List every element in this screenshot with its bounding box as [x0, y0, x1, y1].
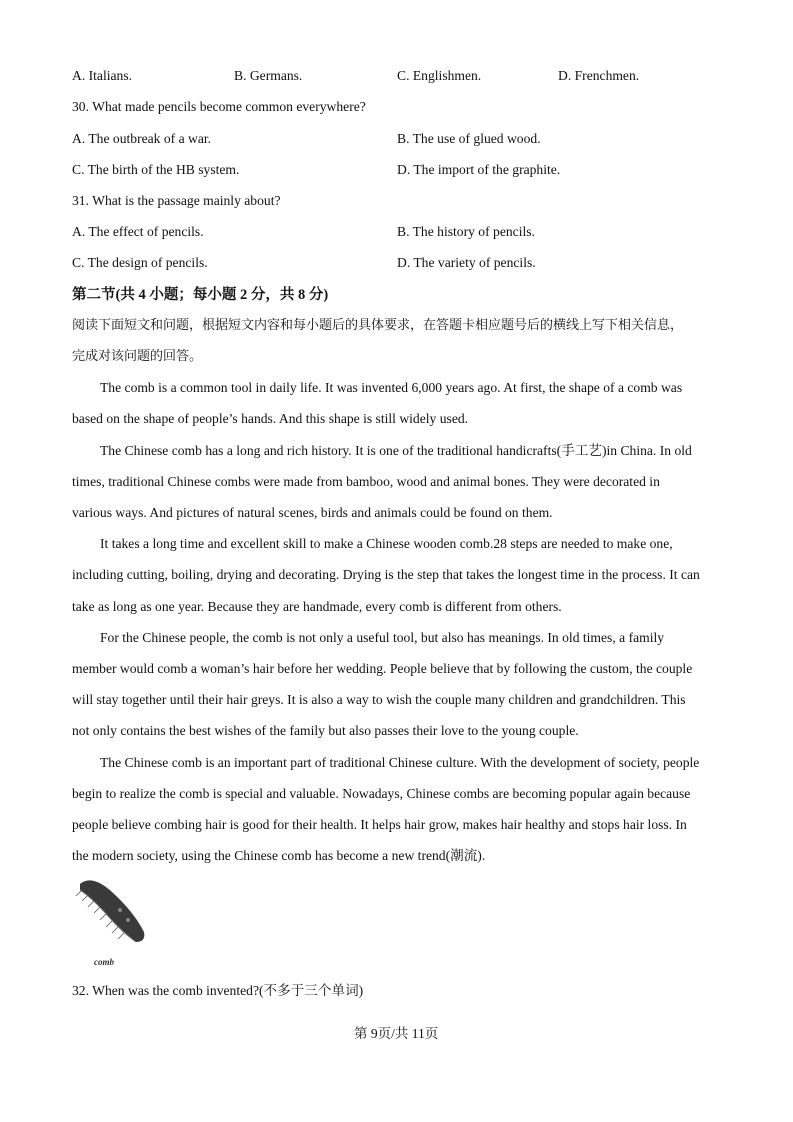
q32-question: 32. When was the comb invented?(不多于三个单词) — [72, 983, 364, 998]
instructions-line: 阅读下面短文和问题，根据短文内容和每小题后的具体要求，在答题卡相应题号后的横线上写下相关信息， — [72, 318, 684, 333]
comb-image — [72, 876, 152, 948]
q30-option-d: D. The import of the graphite. — [397, 162, 561, 177]
passage-line: including cutting, boiling, drying and decorating. Drying is the step that takes the longest time in the process. It can — [72, 567, 700, 582]
q30-question: 30. What made pencils become common everywhere? — [72, 99, 366, 114]
passage-line: times, traditional Chinese combs were made from bamboo, wood and animal bones. They were decorated in — [72, 474, 660, 489]
instructions-line: 完成对该问题的回答。 — [72, 349, 203, 364]
q31-option-a: A. The effect of pencils. — [72, 224, 204, 239]
image-caption: comb — [94, 957, 114, 967]
passage-line: The comb is a common tool in daily life. It was invented 6,000 years ago. At first, the shape of a comb was — [100, 380, 683, 395]
q29-option-c: C. Englishmen. — [397, 68, 482, 83]
passage-line: will stay together until their hair greys. It is also a way to wish the couple many children and grandchildren. This — [72, 692, 686, 707]
q30-option-c: C. The birth of the HB system. — [72, 162, 240, 177]
section-heading: 第二节(共 4 小题；每小题 2 分，共 8 分) — [72, 287, 329, 303]
passage-line: begin to realize the comb is special and valuable. Nowadays, Chinese combs are becoming popular again because — [72, 786, 691, 801]
q31-option-d: D. The variety of pencils. — [397, 255, 536, 270]
passage-line: not only contains the best wishes of the family but also passes their love to the young couple. — [72, 723, 579, 738]
q29-option-b: B. Germans. — [234, 68, 303, 83]
passage-line: people believe combing hair is good for their health. It helps hair grow, makes hair healthy and stops hair loss. In — [72, 817, 687, 832]
passage-line: member would comb a woman’s hair before her wedding. People believe that by following the custom, the couple — [72, 661, 693, 676]
passage-line: The Chinese comb is an important part of traditional Chinese culture. With the development of society, people — [100, 755, 700, 770]
q31-option-c: C. The design of pencils. — [72, 255, 208, 270]
q31-option-b: B. The history of pencils. — [397, 224, 535, 239]
passage-line: The Chinese comb has a long and rich history. It is one of the traditional handicrafts(手工艺)in China. In old — [100, 443, 692, 458]
page-footer: 第 9页/共 11页 — [354, 1026, 439, 1041]
passage-line: the modern society, using the Chinese comb has become a new trend(潮流). — [72, 848, 486, 863]
q29-option-a: A. Italians. — [72, 68, 133, 83]
q29-option-d: D. Frenchmen. — [558, 68, 640, 83]
q30-option-a: A. The outbreak of a war. — [72, 131, 212, 146]
q31-question: 31. What is the passage mainly about? — [72, 193, 281, 208]
passage-line: take as long as one year. Because they are handmade, every comb is different from others. — [72, 599, 562, 614]
passage-line: based on the shape of people’s hands. And this shape is still widely used. — [72, 411, 469, 426]
q30-option-b: B. The use of glued wood. — [397, 131, 541, 146]
passage-line: It takes a long time and excellent skill to make a Chinese wooden comb.28 steps are needed to make one, — [100, 536, 673, 551]
passage-line: For the Chinese people, the comb is not only a useful tool, but also has meanings. In old times, a family — [100, 630, 665, 645]
passage-line: various ways. And pictures of natural scenes, birds and animals could be found on them. — [72, 505, 553, 520]
